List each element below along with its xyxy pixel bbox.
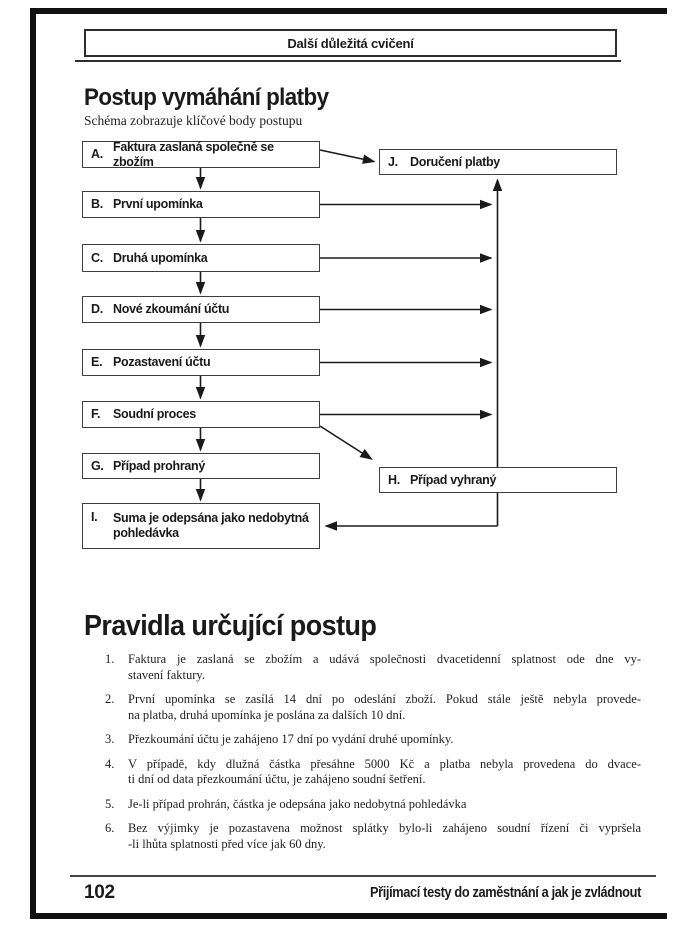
rule-line: V případě, kdy dlužná částka přesáhne 5000 Kč a platba nebyla provedena do dvace- — [128, 756, 641, 771]
chapter-banner-label: Další důležitá cvičení — [287, 35, 414, 51]
flow-box-f-letter: F. — [91, 407, 101, 421]
diagram-subtitle: Schéma zobrazuje klíčové body postupu — [84, 113, 303, 128]
rule-line: Faktura je zaslaná se zbožím a udává společnosti dvacetidenní splatnost ode dne vy- — [128, 652, 641, 666]
flow-box-i-label: Suma je odepsána jako nedobytná pohledávka — [113, 511, 309, 540]
flow-box-f — [82, 401, 320, 428]
rule-number: 2. — [105, 692, 115, 706]
flow-box-i — [82, 503, 320, 549]
page-number: 102 — [84, 882, 115, 903]
flow-box-j-label: Doručení platby — [410, 154, 500, 169]
rule-number: 1. — [105, 652, 115, 666]
footer-book-title: Přijímací testy do zaměstnání a jak je zvládnout — [369, 885, 641, 901]
rule-line: Je-li případ prohrán, částka je odepsána jako nedobytná pohledávka — [128, 796, 467, 811]
flow-box-b-letter: B. — [91, 197, 103, 211]
flow-box-f-label: Soudní proces — [113, 407, 196, 421]
flow-box-a-label: Faktura zaslaná společně se zbožím — [113, 139, 274, 169]
flow-box-d — [82, 296, 320, 323]
flow-box-a-letter: A. — [91, 147, 103, 161]
flow-box-d-letter: D. — [91, 302, 103, 316]
flow-box-c-label: Druhá upomínka — [113, 250, 208, 265]
flow-box-h-letter: H. — [388, 472, 400, 487]
rule-line: na platba, druhá upomínka je poslána za dalších 10 dní. — [128, 707, 406, 722]
flow-box-b-label: První upomínka — [113, 197, 203, 211]
rule-line: Přezkoumání účtu je zahájeno 17 dní po vydání druhé upomínky. — [128, 732, 454, 746]
flow-box-d-label: Nové zkoumání účtu — [113, 302, 230, 316]
flow-box-h — [379, 467, 617, 493]
flow-box-g — [82, 453, 320, 479]
rule-line: -li lhůta splatnosti před více jak 60 dny. — [128, 836, 326, 851]
rule-line: ti dní od data přezkoumání účtu, je zahájeno soudní šetření. — [128, 772, 426, 786]
flow-box-e-letter: E. — [91, 355, 103, 369]
flow-box-c-letter: C. — [91, 250, 103, 265]
flow-box-h-label: Případ vyhraný — [410, 472, 497, 487]
flow-box-j-letter: J. — [388, 154, 398, 169]
rule-number: 3. — [105, 732, 115, 746]
rules-title: Pravidla určující postup — [84, 610, 377, 642]
flow-box-c — [82, 244, 320, 272]
flow-box-a — [82, 141, 320, 168]
rule-number: 5. — [105, 796, 115, 811]
flow-box-g-letter: G. — [91, 458, 104, 473]
flow-box-e — [82, 349, 320, 376]
flow-box-i-letter: I. — [91, 510, 98, 524]
rule-line: stavení faktury. — [128, 667, 205, 682]
flow-box-b — [82, 191, 320, 218]
rule-line: První upomínka se zasílá 14 dní po odeslání zboží. Pokud stále ještě nebyla provede- — [128, 692, 641, 706]
flow-box-j — [379, 149, 617, 175]
flow-box-g-label: Případ prohraný — [113, 458, 206, 473]
diagram-title: Postup vymáhání platby — [84, 84, 329, 111]
rule-line: Bez výjimky je pozastavena možnost splátky bylo-li zahájeno soudní řízení či vypršela — [128, 821, 641, 835]
flow-box-e-label: Pozastavení účtu — [113, 355, 211, 369]
rule-number: 4. — [105, 756, 115, 771]
rule-number: 6. — [105, 821, 115, 835]
